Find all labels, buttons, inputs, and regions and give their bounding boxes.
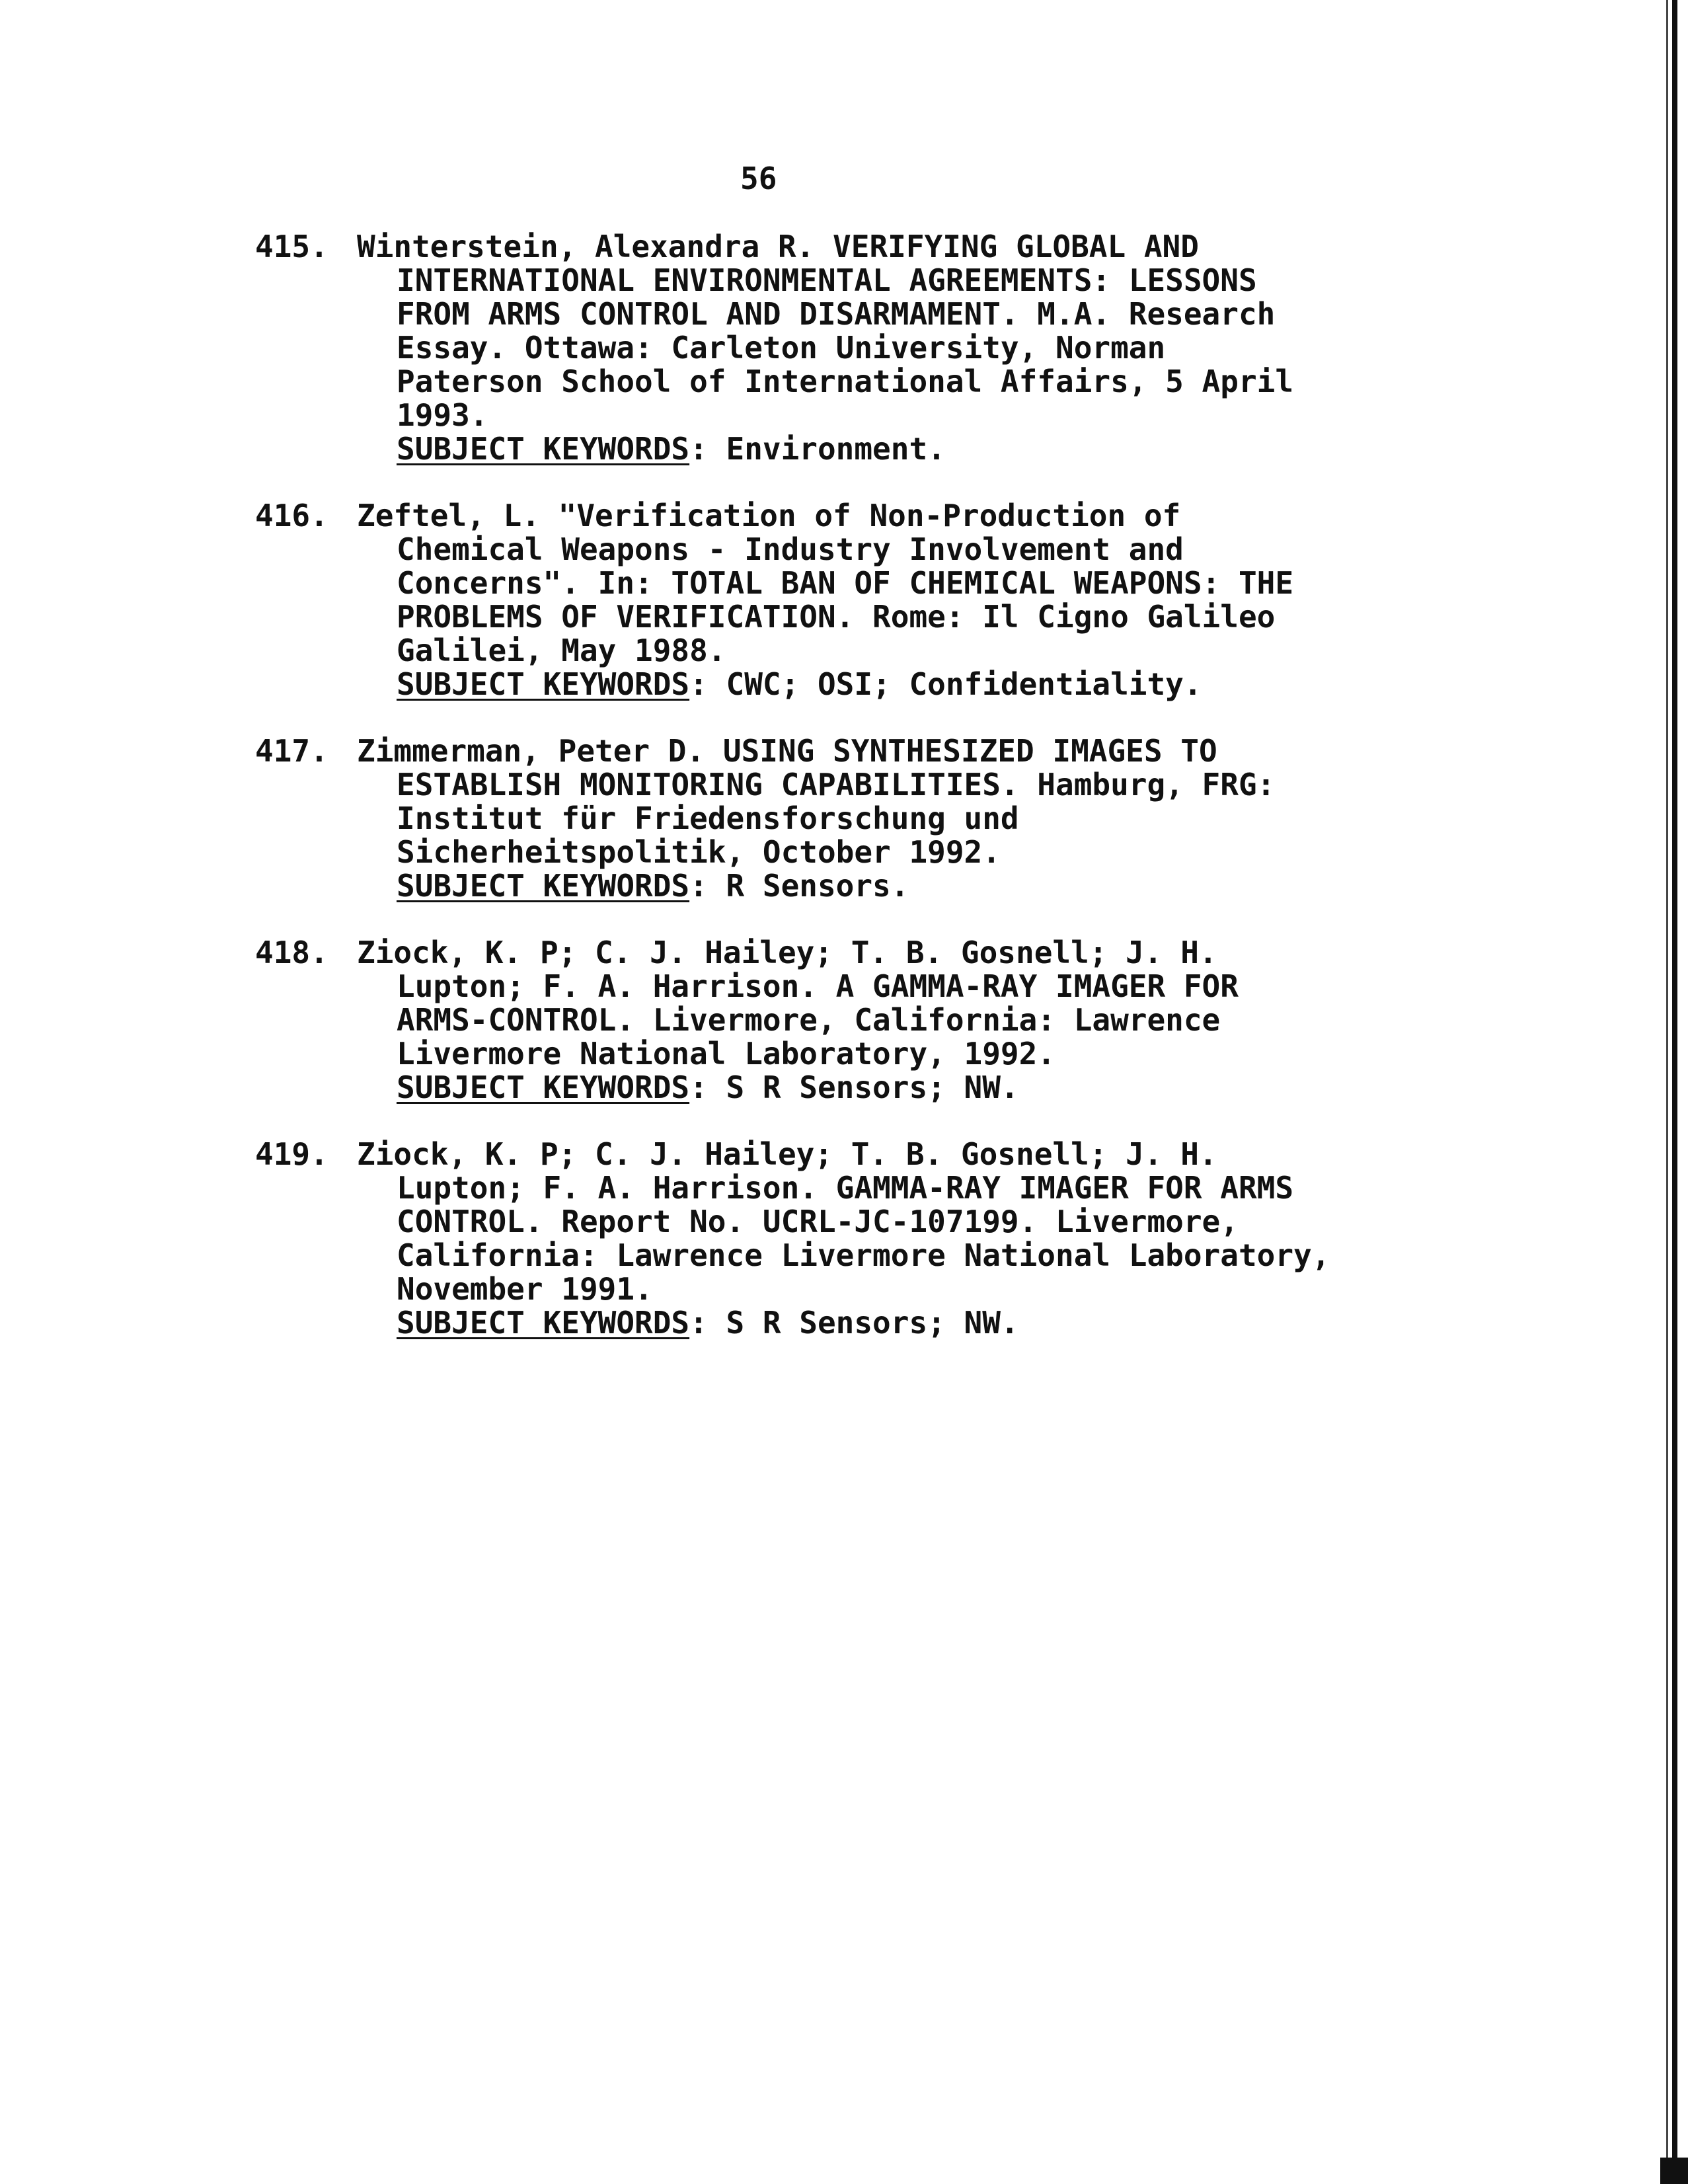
entry-continuation-line: Essay. Ottawa: Carleton University, Norman xyxy=(397,330,1166,366)
subject-keywords-label: SUBJECT KEYWORDS xyxy=(397,1305,690,1341)
entry-continuation-line: Sicherheitspolitik, October 1992. xyxy=(397,834,1001,870)
subject-keywords-value: : Environment. xyxy=(689,431,946,467)
entry-first-line xyxy=(255,734,1432,768)
bibliography-entry xyxy=(255,936,1432,1105)
subject-keywords xyxy=(397,668,1432,701)
entry-first-line xyxy=(255,936,1432,970)
subject-keywords-label: SUBJECT KEYWORDS xyxy=(397,868,690,904)
entry-text: Ziock, K. P; C. J. Hailey; T. B. Gosnell; J. H. xyxy=(357,935,1217,970)
page-binding-edge xyxy=(1660,0,1688,2184)
entry-continuation-line: CONTROL. Report No. UCRL-JC-107199. Livermore, xyxy=(397,1204,1239,1239)
entry-continuation-line: Concerns". In: TOTAL BAN OF CHEMICAL WEAPONS: THE xyxy=(397,565,1294,601)
subject-keywords-value: : S R Sensors; NW. xyxy=(689,1305,1019,1341)
entry-number: 415. xyxy=(255,229,328,264)
entry-continuation-line: ARMS-CONTROL. Livermore, California: Lawrence xyxy=(397,1002,1221,1038)
binding-foot xyxy=(1660,2158,1688,2184)
bibliography-entry xyxy=(255,1138,1432,1340)
bibliography-entry xyxy=(255,734,1432,903)
subject-keywords-label: SUBJECT KEYWORDS xyxy=(397,666,690,702)
entry-text: Winterstein, Alexandra R. VERIFYING GLOBAL AND xyxy=(357,229,1199,264)
entry-continuation-line: Livermore National Laboratory, 1992. xyxy=(397,1036,1055,1072)
entry-number: 419. xyxy=(255,1136,328,1172)
entry-first-line xyxy=(255,1138,1432,1171)
entry-continuation-line: ESTABLISH MONITORING CAPABILITIES. Hamburg, FRG: xyxy=(397,767,1276,802)
subject-keywords-value: : CWC; OSI; Confidentiality. xyxy=(689,666,1202,702)
entry-continuation-line: PROBLEMS OF VERIFICATION. Rome: Il Cigno Galileo xyxy=(397,599,1276,635)
subject-keywords xyxy=(397,1306,1432,1340)
subject-keywords xyxy=(397,432,1432,466)
entry-continuation-line: November 1991. xyxy=(397,1271,653,1307)
subject-keywords-label: SUBJECT KEYWORDS xyxy=(397,431,690,467)
binding-rule-thin xyxy=(1666,0,1668,2184)
entry-continuation-line: 1993. xyxy=(397,397,488,433)
entry-continuation-line: Chemical Weapons - Industry Involvement and xyxy=(397,531,1184,567)
entry-continuation-line: INTERNATIONAL ENVIRONMENTAL AGREEMENTS: LESSONS xyxy=(397,262,1257,298)
entry-text: Ziock, K. P; C. J. Hailey; T. B. Gosnell; J. H. xyxy=(357,1136,1217,1172)
subject-keywords xyxy=(397,869,1432,903)
binding-rule-thick xyxy=(1672,0,1677,2184)
subject-keywords-value: : R Sensors. xyxy=(689,868,909,904)
bibliography-list xyxy=(255,230,1432,1373)
entry-first-line xyxy=(255,230,1432,264)
entry-number: 417. xyxy=(255,733,328,769)
page-number: 56 xyxy=(740,161,777,196)
bibliography-entry xyxy=(255,499,1432,701)
entry-continuation-line: Paterson School of International Affairs, 5 April xyxy=(397,364,1294,399)
entry-continuation-line: Galilei, May 1988. xyxy=(397,633,726,668)
subject-keywords-label: SUBJECT KEYWORDS xyxy=(397,1070,690,1105)
entry-continuation-line: Lupton; F. A. Harrison. A GAMMA-RAY IMAGER FOR xyxy=(397,968,1239,1004)
bibliography-entry xyxy=(255,230,1432,466)
entry-number: 418. xyxy=(255,935,328,970)
subject-keywords xyxy=(397,1071,1432,1105)
entry-text: Zeftel, L. "Verification of Non-Production of xyxy=(357,498,1181,533)
subject-keywords-value: : S R Sensors; NW. xyxy=(689,1070,1019,1105)
entry-text: Zimmerman, Peter D. USING SYNTHESIZED IMAGES TO xyxy=(357,733,1217,769)
entry-number: 416. xyxy=(255,498,328,533)
entry-first-line xyxy=(255,499,1432,533)
entry-continuation-line: Lupton; F. A. Harrison. GAMMA-RAY IMAGER FOR ARMS xyxy=(397,1170,1294,1206)
entry-continuation-line: Institut für Friedensforschung und xyxy=(397,800,1019,836)
entry-continuation-line: FROM ARMS CONTROL AND DISARMAMENT. M.A. Research xyxy=(397,296,1276,332)
entry-continuation-line: California: Lawrence Livermore National Laboratory, xyxy=(397,1237,1330,1273)
